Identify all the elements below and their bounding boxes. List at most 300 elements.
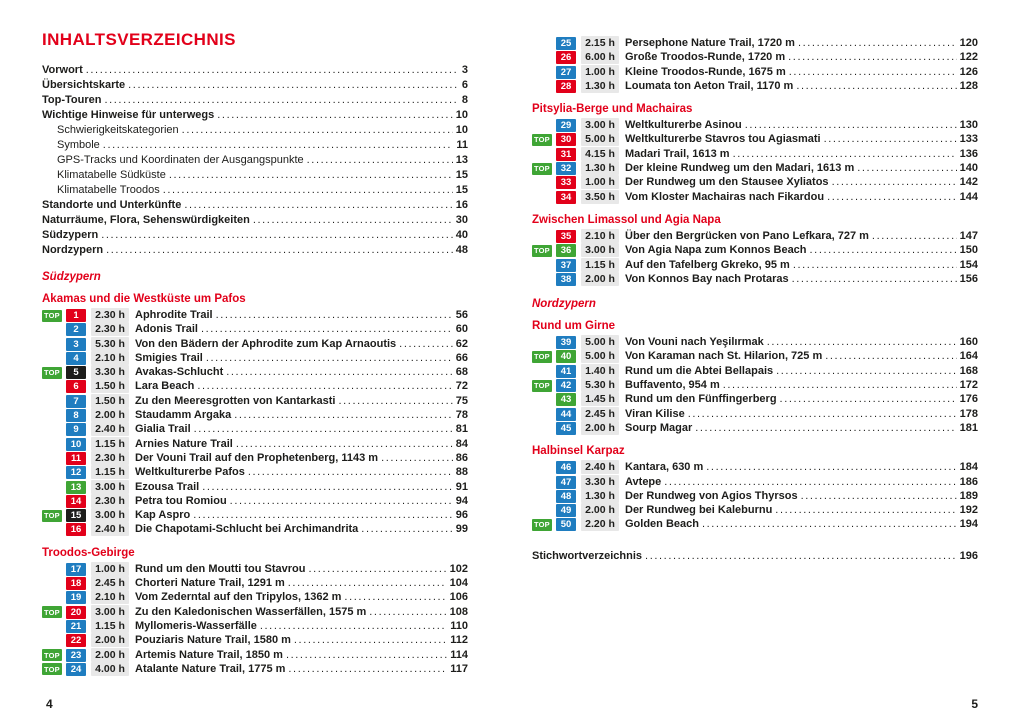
toc-tour-row: [42, 605, 468, 619]
dot-leader: [798, 37, 957, 49]
tour-duration: 2.10 h: [91, 351, 129, 365]
tour-title: Der Rundweg von Agios Thyrsos: [625, 489, 798, 502]
toc-tour-row: [42, 437, 468, 451]
toc-tour-row: [42, 394, 468, 408]
tour-number-badge: 7: [66, 395, 86, 408]
tour-number-badge: 2: [66, 323, 86, 336]
toc-tour-row: [42, 508, 468, 522]
top-badge: TOP: [44, 311, 60, 320]
front-matter-entry: [42, 229, 468, 244]
tour-page-number: 176: [959, 393, 978, 406]
tour-number-badge: 29: [556, 119, 576, 132]
tour-number-badge: 8: [66, 409, 86, 422]
top-badge: TOP: [534, 520, 550, 530]
dot-leader: [197, 380, 452, 392]
top-badge: TOP: [534, 352, 550, 362]
toc-tour-row: [42, 662, 468, 676]
tour-number-badge: 4: [66, 352, 86, 365]
top-badge-slot: [532, 133, 556, 146]
tour-duration: 2.45 h: [581, 407, 619, 421]
dot-leader: [767, 336, 957, 348]
dot-leader: [184, 199, 452, 211]
tour-number-badge: 33: [556, 176, 576, 189]
dot-leader: [361, 523, 452, 535]
dot-leader: [169, 169, 453, 181]
toc-tour-row: [42, 494, 468, 508]
tour-number-badge: 14: [66, 495, 86, 508]
dot-leader: [101, 229, 453, 241]
dot-leader: [857, 162, 956, 174]
top-badge-slot: [42, 509, 66, 522]
tour-title: Arnies Nature Trail: [135, 437, 233, 450]
tour-title: Smigies Trail: [135, 351, 203, 364]
tour-number-badge: 22: [66, 634, 86, 647]
tour-page-number: 78: [455, 409, 468, 422]
toc-tour-row: [532, 421, 978, 435]
tour-duration: 2.00 h: [91, 408, 129, 422]
toc-tour-row: [532, 349, 978, 363]
tour-duration: 2.45 h: [91, 576, 129, 590]
dot-leader: [810, 244, 957, 256]
tour-duration: 2.40 h: [581, 460, 619, 474]
dot-leader: [872, 230, 957, 242]
tour-title: Aphrodite Trail: [135, 309, 213, 321]
right-sections: [532, 36, 978, 565]
dot-leader: [288, 663, 447, 675]
tour-title: Von Vouni nach Yeşilırmak: [625, 336, 764, 349]
tour-title: Loumata ton Aeton Trail, 1170 m: [625, 79, 794, 92]
top-badge: TOP: [44, 368, 60, 378]
tour-page-number: 81: [455, 423, 468, 436]
index-entry-label: Stichwortverzeichnis: [532, 549, 643, 562]
tour-title: Gialia Trail: [135, 423, 191, 436]
tour-title: Kleine Troodos-Runde, 1675 m: [625, 65, 786, 78]
tour-number-badge: 35: [556, 230, 576, 243]
tour-number-badge: 39: [556, 336, 576, 349]
tour-page-number: 114: [450, 648, 468, 661]
toc-tour-row: [532, 36, 978, 50]
tour-page-number: 62: [455, 337, 468, 350]
dot-leader: [780, 393, 957, 405]
tour-page-number: 164: [959, 350, 978, 363]
tour-duration: 2.40 h: [91, 522, 129, 536]
toc-tour-row: [532, 118, 978, 132]
dot-leader: [832, 176, 957, 188]
front-matter-entry-label: Top-Touren: [42, 94, 102, 106]
tour-title: Die Chapotami-Schlucht bei Archimandrita: [135, 523, 359, 536]
tour-page-number: 86: [455, 451, 468, 464]
tour-number-badge: 3: [66, 338, 86, 351]
tour-duration: 3.00 h: [581, 243, 619, 257]
dot-leader: [217, 109, 452, 121]
tour-number-badge: 17: [66, 563, 86, 576]
tour-page-number: 104: [449, 577, 468, 590]
tour-page-number: 66: [455, 351, 468, 364]
dot-leader: [801, 490, 957, 502]
toc-tour-row: [532, 50, 978, 64]
tour-duration: 2.00 h: [581, 272, 619, 286]
dot-leader: [645, 550, 957, 562]
tour-title: Adonis Trail: [135, 323, 198, 336]
tour-title: Buffavento, 954 m: [625, 379, 720, 392]
toc-tour-row: [42, 576, 468, 590]
dot-leader: [695, 422, 956, 434]
front-matter-entry-label: Klimatabelle Südküste: [57, 169, 166, 181]
part-heading: Südzypern: [42, 271, 101, 283]
tour-duration: 5.30 h: [91, 337, 129, 351]
dot-leader: [399, 338, 453, 350]
tour-title: Weltkulturerbe Asinou: [625, 119, 742, 132]
tour-number-badge: 36: [556, 244, 576, 257]
front-matter-entry-page: 48: [455, 244, 468, 256]
top-badge-slot: [532, 379, 556, 392]
front-matter-entry-page: 10: [455, 124, 468, 136]
toc-tour-row: [42, 648, 468, 662]
page-number-left: 4: [46, 697, 53, 711]
top-badge: TOP: [534, 164, 550, 174]
tour-number-badge: 50: [556, 518, 576, 531]
front-matter-entry: [42, 124, 468, 139]
tour-duration: 3.00 h: [581, 118, 619, 132]
front-matter-entry-page: 15: [455, 184, 468, 196]
toc-tour-row: [532, 132, 978, 146]
tour-duration: 5.30 h: [581, 378, 619, 392]
page-right: [532, 36, 978, 565]
tour-duration: 5.00 h: [581, 335, 619, 349]
tour-page-number: 110: [450, 619, 468, 632]
tour-number-badge: 13: [66, 481, 86, 494]
toc-tour-row: [42, 522, 468, 536]
section-heading: Rund um Girne: [532, 320, 616, 333]
front-matter-entry-label: Naturräume, Flora, Sehenswürdigkeiten: [42, 214, 250, 226]
tour-number-badge: 23: [66, 649, 86, 662]
dot-leader: [793, 259, 957, 271]
top-badge: TOP: [534, 246, 550, 256]
tour-title: Der Rundweg um den Stausee Xyliatos: [625, 176, 829, 189]
dot-leader: [702, 518, 957, 530]
tour-duration: 4.00 h: [91, 662, 129, 676]
tour-number-badge: 24: [66, 663, 86, 676]
tour-page-number: 189: [959, 489, 978, 502]
toc-tour-row: [42, 337, 468, 351]
dot-leader: [688, 408, 957, 420]
tour-title: Zu den Meeresgrotten von Kantarkasti: [135, 394, 336, 407]
dot-leader: [286, 649, 447, 661]
dot-leader: [745, 119, 957, 131]
tour-page-number: 102: [449, 562, 468, 575]
tour-number-badge: 16: [66, 523, 86, 536]
tour-number-badge: 42: [556, 379, 576, 392]
dot-leader: [206, 352, 453, 364]
tour-duration: 2.10 h: [91, 590, 129, 604]
top-badge-slot: [532, 518, 556, 531]
tour-duration: 1.15 h: [91, 465, 129, 479]
dot-leader: [792, 273, 957, 285]
front-matter-entry-label: Klimatabelle Troodos: [57, 184, 160, 196]
section-heading: Zwischen Limassol und Agia Napa: [532, 213, 721, 226]
tour-page-number: 108: [449, 605, 468, 618]
toc-tour-row: [42, 451, 468, 465]
tour-page-number: 126: [959, 65, 978, 78]
dot-leader: [307, 154, 453, 166]
toc-tour-row: [42, 379, 468, 393]
tour-title: Avakas-Schlucht: [135, 366, 224, 379]
tour-page-number: 112: [450, 634, 468, 647]
dot-leader: [288, 577, 447, 589]
front-matter-entry: [42, 94, 468, 109]
toc-tour-row: [532, 79, 978, 93]
front-matter-entry-label: Wichtige Hinweise für unterwegs: [42, 109, 215, 121]
toc-tour-row: [532, 175, 978, 189]
section-heading: Pitsylia-Berge und Machairas: [532, 103, 693, 116]
toc-tour-row: [532, 272, 978, 286]
dot-leader: [182, 124, 453, 136]
toc-tour-row: [532, 243, 978, 257]
tour-duration: 2.20 h: [581, 517, 619, 531]
dot-leader: [827, 191, 957, 203]
tour-duration: 2.10 h: [581, 229, 619, 243]
tour-number-badge: 11: [66, 452, 86, 465]
top-badge-slot: [42, 366, 66, 379]
left-sections: [42, 271, 468, 676]
dot-leader: [294, 634, 447, 646]
tour-page-number: 136: [959, 147, 978, 160]
toc-tour-row: [42, 619, 468, 633]
tour-number-badge: 26: [556, 51, 576, 64]
dot-leader: [796, 80, 956, 92]
tour-title: Weltkulturerbe Pafos: [135, 466, 245, 479]
tour-number-badge: 21: [66, 620, 86, 633]
tour-page-number: 144: [959, 190, 978, 203]
dot-leader: [201, 323, 453, 335]
tour-number-badge: 32: [556, 162, 576, 175]
tour-title: Persephone Nature Trail, 1720 m: [625, 37, 795, 49]
front-matter-entry-page: 8: [461, 94, 468, 106]
dot-leader: [789, 66, 957, 78]
tour-number-badge: 20: [66, 606, 86, 619]
tour-duration: 3.00 h: [91, 508, 129, 522]
page-left: [42, 30, 468, 676]
front-matter-entry-page: 3: [461, 64, 468, 76]
toc-tour-row: [532, 335, 978, 349]
section-heading: Troodos-Gebirge: [42, 546, 135, 559]
dot-leader: [128, 79, 459, 91]
dot-leader: [723, 379, 957, 391]
tour-page-number: 106: [449, 591, 468, 604]
front-matter-entry-page: 6: [461, 79, 468, 91]
tour-duration: 3.50 h: [581, 190, 619, 204]
tour-duration: 2.40 h: [91, 422, 129, 436]
tour-number-badge: 25: [556, 37, 576, 50]
tour-title: Artemis Nature Trail, 1850 m: [135, 648, 283, 661]
front-matter-entry-page: 10: [455, 109, 468, 121]
toc-tour-row: [532, 517, 978, 531]
tour-number-badge: 44: [556, 408, 576, 421]
toc-tour-row: [532, 460, 978, 474]
top-badge-slot: [42, 606, 66, 619]
tour-number-badge: 37: [556, 259, 576, 272]
tour-title: Der Vouni Trail auf den Prophetenberg, 1143 m: [135, 451, 379, 464]
tour-number-badge: 41: [556, 365, 576, 378]
toc-tour-row: [532, 190, 978, 204]
part-heading: Nordzypern: [532, 298, 596, 311]
tour-duration: 1.50 h: [91, 394, 129, 408]
toc-tour-row: [42, 422, 468, 436]
front-matter-entry-label: Nordzypern: [42, 244, 104, 256]
tour-duration: 1.30 h: [581, 489, 619, 503]
tour-duration: 3.30 h: [91, 365, 129, 379]
tour-number-badge: 5: [66, 366, 86, 379]
toc-tour-row: [532, 407, 978, 421]
dot-leader: [248, 466, 453, 478]
dot-leader: [788, 51, 957, 63]
tour-page-number: 128: [959, 79, 978, 92]
toc-tour-row: [42, 351, 468, 365]
tour-duration: 2.30 h: [91, 322, 129, 336]
page-number-right: 5: [971, 697, 978, 711]
index-entry-page: 196: [959, 549, 978, 562]
front-matter-entry: [42, 184, 468, 199]
tour-number-badge: 49: [556, 504, 576, 517]
tour-duration: 2.00 h: [581, 503, 619, 517]
tour-number-badge: 43: [556, 393, 576, 406]
dot-leader: [308, 563, 446, 575]
tour-page-number: 96: [455, 509, 468, 522]
front-matter-list: [42, 64, 468, 259]
front-matter-entry-page: 40: [455, 229, 468, 241]
dot-leader: [104, 94, 458, 106]
toc-tour-row: [532, 503, 978, 517]
dot-leader: [775, 504, 956, 516]
front-matter-entry: [42, 64, 468, 79]
dot-leader: [253, 214, 453, 226]
tour-number-badge: 47: [556, 476, 576, 489]
tour-page-number: 94: [455, 494, 468, 507]
dot-leader: [381, 452, 453, 464]
tour-number-badge: 6: [66, 380, 86, 393]
page-title: INHALTSVERZEICHNIS: [42, 30, 236, 49]
tour-page-number: 154: [959, 258, 978, 271]
tour-number-badge: 30: [556, 133, 576, 146]
front-matter-entry-label: Übersichtskarte: [42, 79, 126, 91]
tour-duration: 3.00 h: [91, 480, 129, 494]
tour-duration: 2.00 h: [581, 421, 619, 435]
tour-page-number: 84: [455, 437, 468, 450]
tour-page-number: 117: [450, 662, 468, 675]
tour-page-number: 156: [959, 272, 978, 285]
tour-number-badge: 19: [66, 591, 86, 604]
front-matter-entry: [42, 139, 468, 154]
toc-tour-row: [532, 65, 978, 79]
top-badge: TOP: [534, 135, 550, 145]
tour-duration: 5.00 h: [581, 349, 619, 363]
tour-number-badge: 34: [556, 191, 576, 204]
tour-title: Über den Bergrücken von Pano Lefkara, 727 m: [625, 229, 869, 242]
top-badge-slot: [42, 649, 66, 662]
toc-tour-row: [42, 480, 468, 494]
tour-duration: 1.00 h: [581, 175, 619, 189]
toc-tour-row: [532, 378, 978, 392]
front-matter-entry: [42, 154, 468, 169]
tour-title: Viran Kilise: [625, 407, 685, 420]
front-matter-entry-label: Schwierigkeitskategorien: [57, 124, 179, 136]
tour-number-badge: 48: [556, 490, 576, 503]
tour-title: Vom Kloster Machairas nach Fikardou: [625, 190, 825, 203]
tour-number-badge: 31: [556, 148, 576, 161]
tour-duration: 3.30 h: [581, 475, 619, 489]
tour-page-number: 75: [455, 394, 468, 407]
tour-number-badge: 45: [556, 422, 576, 435]
tour-title: Chorteri Nature Trail, 1291 m: [135, 577, 285, 590]
front-matter-entry-page: 13: [455, 154, 468, 166]
tour-title: Sourp Magar: [625, 421, 693, 434]
tour-title: Von Karaman nach St. Hilarion, 725 m: [625, 350, 823, 363]
toc-tour-row: [532, 489, 978, 503]
tour-page-number: 88: [455, 466, 468, 479]
front-matter-entry-label: Vorwort: [42, 64, 83, 76]
toc-tour-row: [42, 465, 468, 479]
tour-number-badge: 40: [556, 350, 576, 363]
tour-page-number: 150: [959, 244, 978, 257]
front-matter-entry: [42, 79, 468, 94]
tour-title: Auf den Tafelberg Gkreko, 95 m: [625, 258, 790, 271]
index-entry: [532, 550, 978, 565]
front-matter-entry: [42, 244, 468, 259]
front-matter-entry-label: Südzypern: [42, 229, 99, 241]
tour-title: Rund um die Abtei Bellapais: [625, 364, 774, 377]
front-matter-entry: [42, 109, 468, 124]
top-badge-slot: [532, 350, 556, 363]
tour-duration: 2.00 h: [91, 633, 129, 647]
tour-page-number: 99: [455, 523, 468, 536]
tour-title: Von Konnos Bay nach Protaras: [625, 272, 789, 285]
top-badge-slot: [42, 309, 66, 322]
tour-title: Pouziaris Nature Trail, 1580 m: [135, 634, 291, 647]
front-matter-entry: [42, 199, 468, 214]
tour-duration: 2.00 h: [91, 648, 129, 662]
tour-title: Avtepe: [625, 475, 662, 488]
tour-page-number: 60: [455, 323, 468, 336]
top-badge: TOP: [44, 650, 60, 660]
dot-leader: [369, 606, 446, 618]
tour-page-number: 72: [455, 380, 468, 393]
tour-duration: 6.00 h: [581, 50, 619, 64]
tour-page-number: 140: [959, 162, 978, 175]
toc-tour-row: [42, 322, 468, 336]
toc-tour-row: [532, 475, 978, 489]
tour-page-number: 168: [959, 364, 978, 377]
toc-tour-row: [42, 308, 468, 322]
toc-tour-row: [532, 161, 978, 175]
tour-number-badge: 10: [66, 438, 86, 451]
tour-title: Staudamm Argaka: [135, 409, 232, 422]
tour-duration: 1.30 h: [581, 161, 619, 175]
tour-page-number: 130: [959, 119, 978, 132]
tour-page-number: 184: [959, 461, 978, 474]
dot-leader: [706, 461, 956, 473]
dot-leader: [106, 244, 453, 256]
top-badge-slot: [532, 162, 556, 175]
dot-leader: [193, 509, 453, 521]
tour-duration: 1.15 h: [91, 437, 129, 451]
tour-title: Von den Bädern der Aphrodite zum Kap Arnaoutis: [135, 337, 397, 350]
toc-tour-row: [42, 633, 468, 647]
dot-leader: [825, 350, 956, 362]
top-badge-slot: [42, 663, 66, 676]
top-badge: TOP: [534, 381, 550, 391]
tour-title: Der kleine Rundweg um den Madari, 1613 m: [625, 162, 855, 175]
front-matter-entry: [42, 214, 468, 229]
